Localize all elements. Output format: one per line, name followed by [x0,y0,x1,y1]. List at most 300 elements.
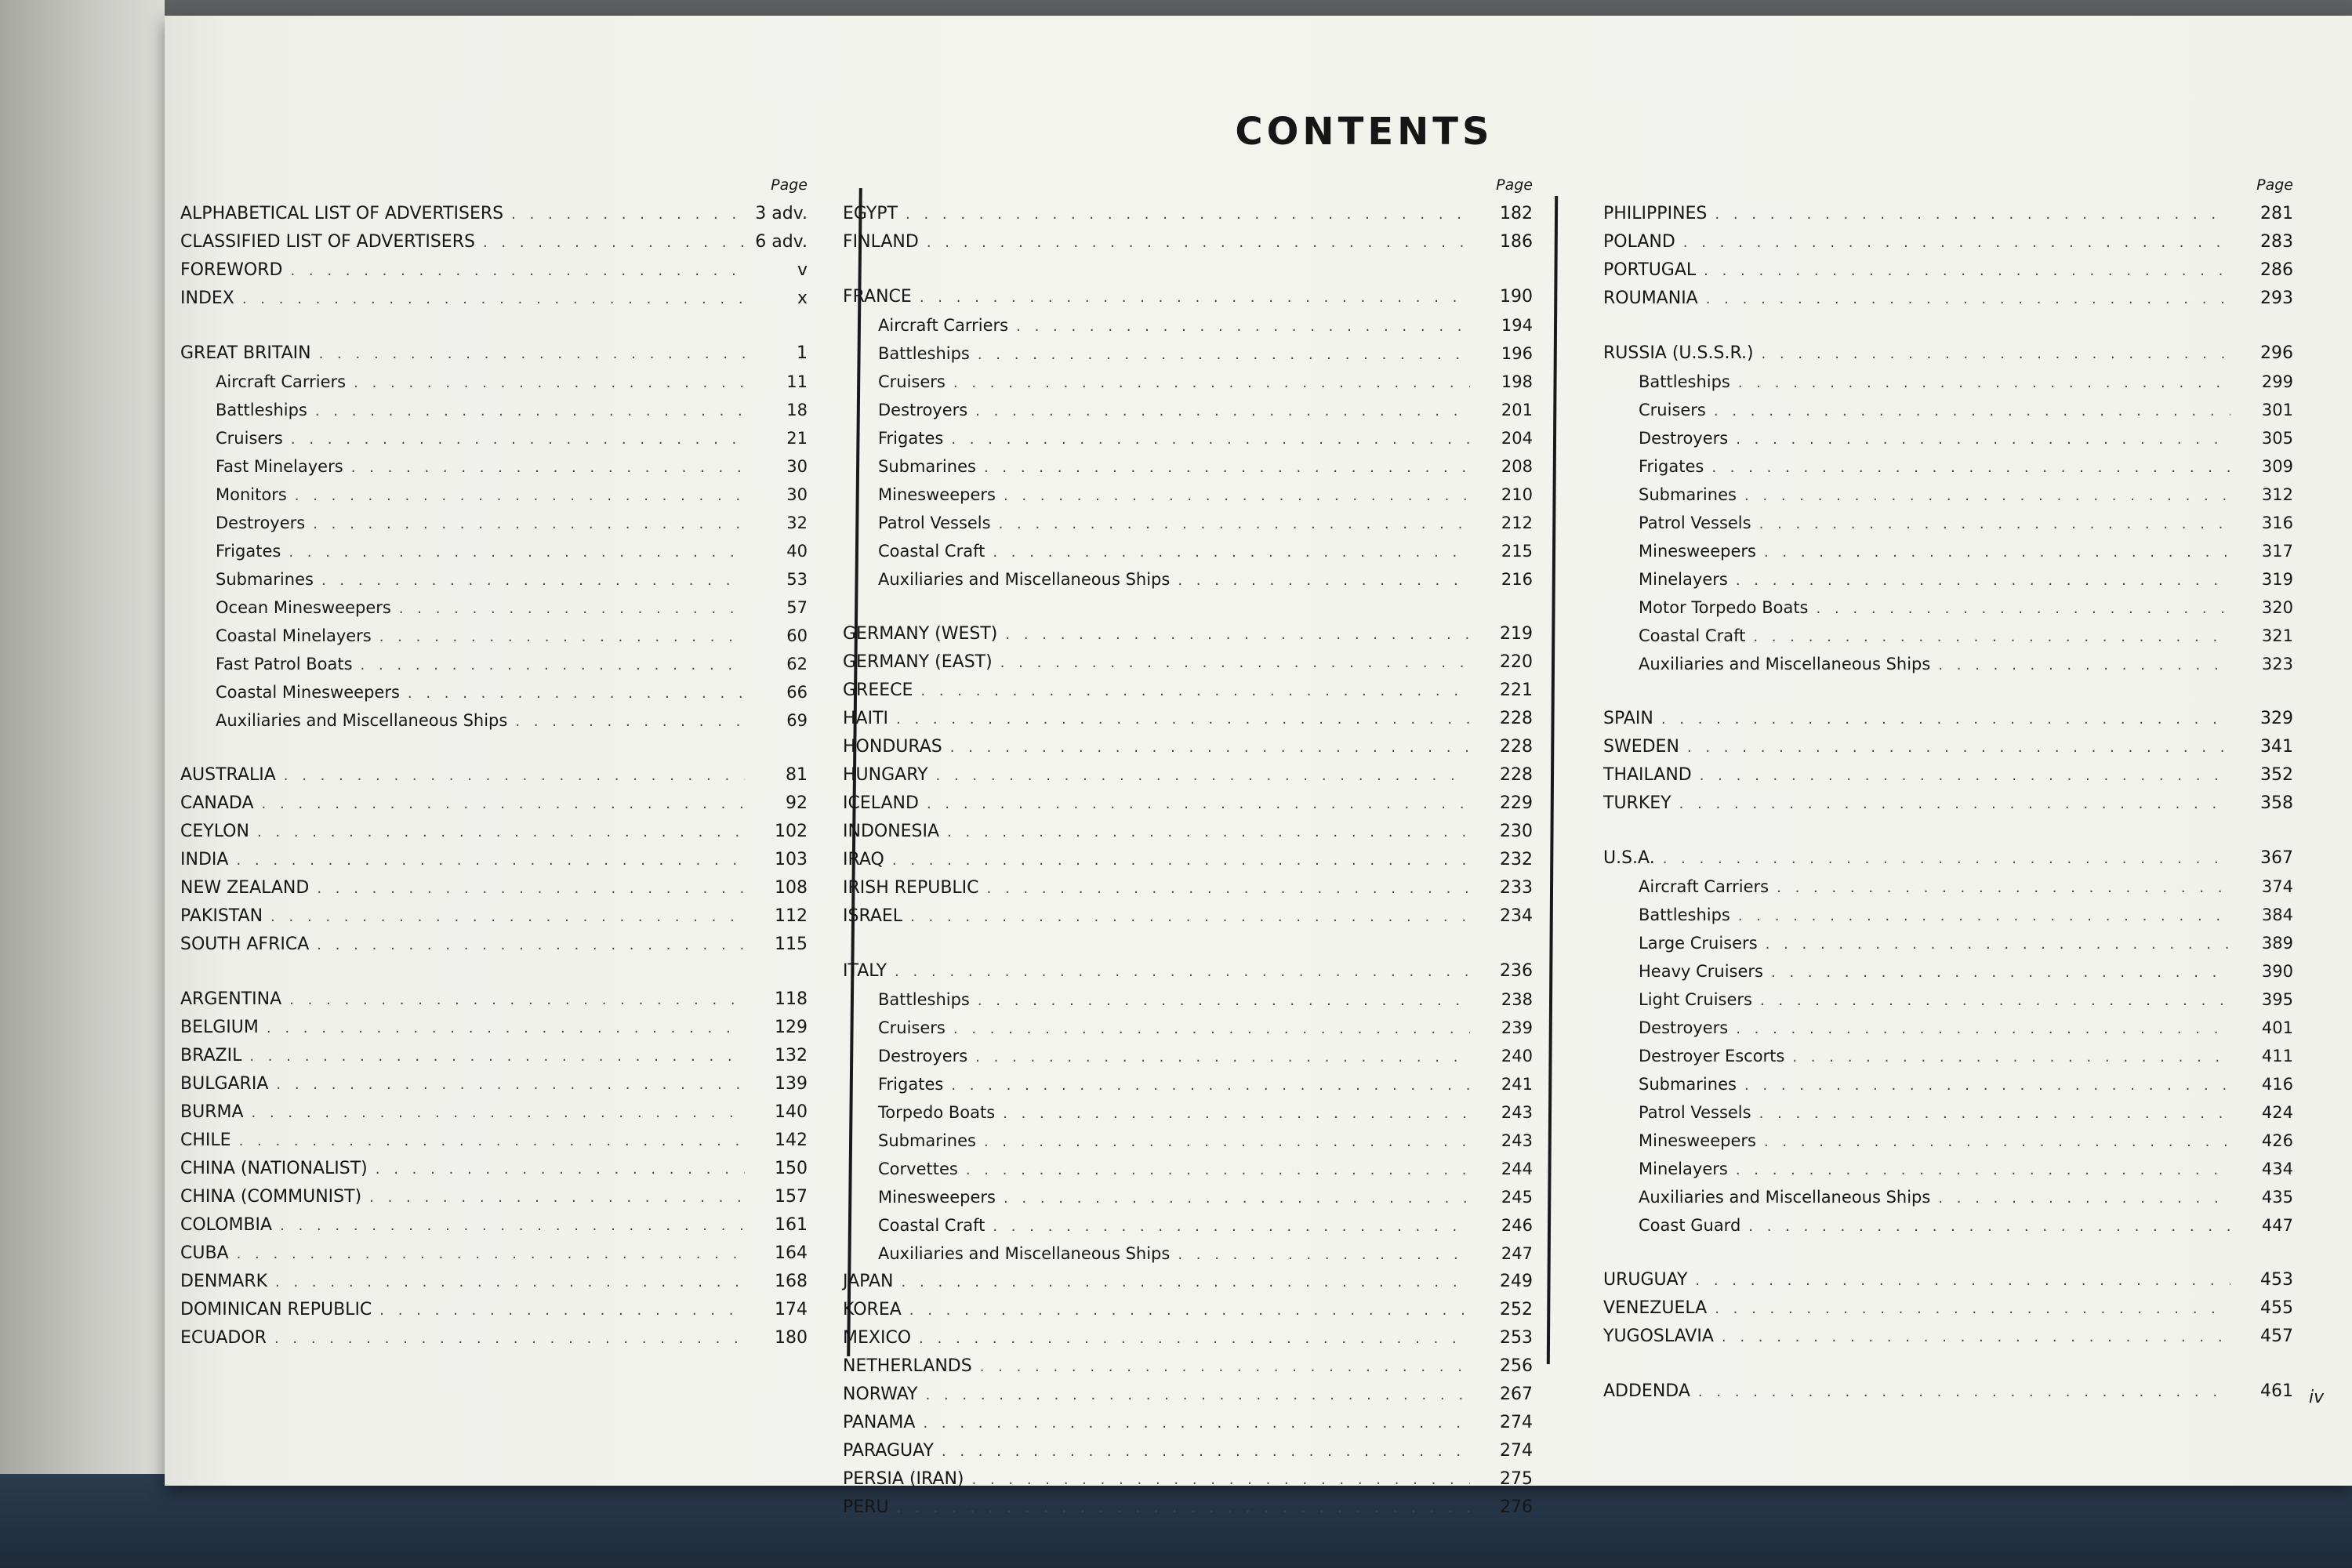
entry-label: PANAMA [843,1413,916,1432]
contents-entry [1603,200,2293,228]
contents-entry [180,1324,808,1352]
leader-dots [1687,734,2230,762]
contents-subentry [1603,929,2293,957]
contents-subentry [1603,650,2293,678]
entry-page-number: 66 [786,683,808,702]
entry-page-number: 230 [1500,822,1533,841]
leader-dots [999,510,1470,539]
leader-dots [289,986,745,1014]
contents-subentry [180,452,808,481]
entry-page-number: 455 [2260,1298,2293,1318]
entry-label: Corvettes [878,1160,958,1178]
entry-label: YUGOSLAVIA [1603,1327,1714,1346]
contents-entry [1603,705,2293,733]
contents-entry [180,256,808,285]
contents-subentry [843,985,1533,1014]
contents-subentry [180,537,808,565]
contents-subentry [180,678,808,706]
leader-dots [369,1184,745,1212]
entry-label: Motor Torpedo Boats [1639,598,1809,617]
leader-dots [942,1438,1470,1466]
entry-label: ARGENTINA [180,989,282,1009]
contents-entry [1603,733,2293,761]
entry-page-number: 210 [1501,485,1533,504]
entry-label: NETHERLANDS [843,1356,972,1376]
leader-dots [984,1128,1470,1156]
entry-page-number: 411 [2261,1047,2293,1065]
entry-page-number: 286 [2260,260,2293,280]
entry-page-number: 30 [786,457,808,476]
entry-label: CANADA [180,793,254,813]
leader-dots [1759,1100,2230,1128]
entry-label: PERSIA (IRAN) [843,1469,964,1489]
leader-dots [950,734,1470,762]
entry-label: IRISH REPUBLIC [843,878,979,898]
entry-label: Coastal Minelayers [216,626,372,645]
leader-dots [1661,706,2230,734]
contents-subentry [1603,873,2293,901]
entry-page-number: 62 [786,655,808,673]
contents-entry [1603,1323,2293,1351]
entry-label: Battleships [1639,906,1730,924]
contents-entry [180,789,808,818]
entry-label: KOREA [843,1300,902,1319]
entry-label: GERMANY (WEST) [843,624,998,644]
contents-subentry [1603,509,2293,537]
contents-subentry [1603,622,2293,650]
entry-page-number: 30 [786,485,808,504]
entry-page-number: 21 [786,429,808,448]
leader-dots [1178,567,1470,595]
entry-label: Frigates [878,1075,944,1094]
entry-label: MEXICO [843,1328,912,1348]
entry-page-number: 252 [1500,1300,1533,1319]
entry-label: FRANCE [843,287,912,307]
entry-label: Coastal Craft [878,542,985,561]
entry-page-number: 309 [2261,457,2293,476]
entry-page-number: 108 [775,878,808,898]
contents-subentry [843,1127,1533,1155]
leader-dots [1679,790,2230,818]
contents-entry [843,957,1533,985]
entry-label: CEYLON [180,822,249,841]
leader-dots [1714,397,2230,426]
leader-dots [980,1353,1470,1381]
leader-dots [290,257,745,285]
entry-page-number: 208 [1501,457,1533,476]
entry-page-number: 196 [1501,344,1533,363]
entry-page-number: 416 [2261,1075,2293,1094]
contents-column-3 [1603,176,2293,1401]
entry-label: ALPHABETICAL LIST OF ADVERTISERS [180,204,504,223]
contents-subentry [1603,1098,2293,1127]
contents-subentry [843,1155,1533,1183]
entry-page-number: 150 [775,1159,808,1178]
contents-entry [180,1211,808,1240]
entry-label: Submarines [1639,1075,1737,1094]
entry-page-number: 194 [1501,316,1533,335]
entry-page-number: 229 [1500,793,1533,813]
leader-dots [317,875,745,903]
entry-label: Auxiliaries and Miscellaneous Ships [878,1244,1171,1263]
entry-page-number: 401 [2261,1018,2293,1037]
entry-page-number: 60 [786,626,808,645]
entry-page-number: 112 [775,906,808,926]
leader-dots [984,454,1470,482]
contents-entry [180,1155,808,1183]
contents-subentry [1603,1155,2293,1183]
entry-label: Cruisers [878,372,946,391]
leader-dots [975,397,1470,426]
entry-page-number: 228 [1500,737,1533,757]
leader-dots [1771,959,2230,987]
contents-entry [1603,789,2293,818]
entry-label: Cruisers [878,1018,946,1037]
leader-dots [1764,539,2230,567]
entry-page-number: 212 [1501,514,1533,532]
contents-subentry [180,509,808,537]
entry-page-number: 32 [786,514,808,532]
leader-dots [927,229,1470,257]
entry-label: Patrol Vessels [1639,514,1751,532]
contents-entry [180,285,808,313]
contents-entry [180,200,808,228]
entry-page-number: 168 [775,1272,808,1291]
entry-page-number: 321 [2261,626,2293,645]
leader-dots [1748,1213,2230,1241]
leader-dots [1004,482,1470,510]
entry-page-number: 198 [1501,372,1533,391]
leader-dots [274,1325,745,1353]
entry-list [843,200,1533,1522]
leader-dots [399,595,745,623]
entry-label: COLOMBIA [180,1215,273,1235]
entry-page-number: 424 [2261,1103,2293,1122]
leader-dots [896,706,1470,734]
contents-subentry [1603,537,2293,565]
entry-page-number: 256 [1500,1356,1533,1376]
leader-dots [906,201,1470,229]
entry-page-number: 57 [786,598,808,617]
entry-page-number: 241 [1501,1075,1533,1094]
leader-dots [379,1297,745,1325]
contents-entry [843,677,1533,705]
leader-dots [947,818,1470,847]
entry-page-number: 319 [2261,570,2293,589]
entry-page-number: x [797,289,808,308]
entry-label: Destroyers [1639,1018,1729,1037]
contents-subentry [1603,481,2293,509]
contents-entry [1603,285,2293,313]
entry-label: RUSSIA (U.S.S.R.) [1603,343,1754,363]
entry-label: Battleships [1639,372,1730,391]
leader-dots [1736,567,2230,595]
entry-label: Cruisers [1639,401,1706,419]
contents-subentry [1603,424,2293,452]
entry-page-number: 296 [2260,343,2293,363]
leader-dots [262,790,745,818]
contents-subentry [1603,1042,2293,1070]
leader-dots [1704,257,2230,285]
leader-dots [1738,369,2230,397]
leader-dots [351,454,745,482]
entry-label: Destroyers [878,401,968,419]
entry-page-number: 329 [2260,709,2293,728]
contents-entry [843,1465,1533,1494]
entry-page-number: 293 [2260,289,2293,308]
leader-dots [1938,652,2230,680]
entry-page-number: 301 [2261,401,2293,419]
contents-entry [843,1324,1533,1352]
entry-page-number: 238 [1501,990,1533,1009]
entry-label: CLASSIFIED LIST OF ADVERTISERS [180,232,475,252]
contents-entry [180,761,808,789]
entry-page-number: 244 [1501,1160,1533,1178]
leader-dots [1005,621,1470,649]
contents-subentry [180,424,808,452]
entry-label: ITALY [843,961,887,981]
contents-entry [843,846,1533,874]
contents-entry [843,705,1533,733]
leader-dots [280,1212,745,1240]
contents-entry [180,846,808,874]
leader-dots [978,341,1470,369]
leader-dots [267,1014,745,1043]
leader-dots [1744,482,2230,510]
entry-page-number: 103 [775,850,808,869]
entry-label: U.S.A. [1603,848,1655,868]
leader-dots [1760,987,2230,1015]
leader-dots [289,539,745,567]
contents-entry [180,339,808,368]
entry-label: HUNGARY [843,765,928,785]
leader-dots [317,931,745,960]
contents-subentry [180,396,808,424]
entry-label: Minesweepers [1639,1131,1756,1150]
entry-label: BURMA [180,1102,244,1122]
entry-page-number: 384 [2261,906,2293,924]
entry-page-number: 395 [2261,990,2293,1009]
entry-page-number: 81 [786,765,808,785]
leader-dots [1178,1241,1470,1269]
contents-subentry [843,339,1533,368]
contents-subentry [843,1183,1533,1211]
leader-dots [276,1071,745,1099]
entry-page-number: 118 [775,989,808,1009]
leader-dots [919,1325,1470,1353]
leader-dots [408,680,745,708]
entry-page-number: 115 [775,935,808,954]
entry-label: Large Cruisers [1639,934,1758,953]
entry-label: DENMARK [180,1272,268,1291]
leader-dots [1706,285,2230,314]
leader-dots [1759,510,2230,539]
page-column-heading: Page [1496,176,1533,194]
entry-label: ROUMANIA [1603,289,1698,308]
entry-page-number: 274 [1500,1441,1533,1461]
contents-entry [843,1352,1533,1381]
leader-dots [953,1015,1470,1044]
entry-label: JAPAN [843,1272,894,1291]
page-title: CONTENTS [1235,110,1494,154]
entry-label: Fast Patrol Boats [216,655,353,673]
contents-entry [843,283,1533,311]
entry-label: Submarines [1639,485,1737,504]
leader-dots [249,1043,745,1071]
leader-dots [1711,454,2230,482]
entry-page-number: 239 [1501,1018,1533,1037]
leader-dots [1792,1044,2230,1072]
contents-entry [843,733,1533,761]
entry-page-number: 352 [2260,765,2293,785]
entry-page-number: 312 [2261,485,2293,504]
contents-entry [1603,761,2293,789]
entry-label: PHILIPPINES [1603,204,1708,223]
contents-subentry [1603,1014,2293,1042]
entry-label: PARAGUAY [843,1441,934,1461]
entry-page-number: 316 [2261,514,2293,532]
leader-dots [1736,1015,2230,1044]
leader-dots [892,847,1470,875]
entry-page-number: 164 [775,1243,808,1263]
leader-dots [1738,902,2230,931]
leader-dots [1736,426,2230,454]
entry-label: INDIA [180,850,229,869]
entry-label: PAKISTAN [180,906,263,926]
entry-label: INDONESIA [843,822,940,841]
leader-dots [927,790,1470,818]
leader-dots [910,903,1470,931]
entry-label: GREAT BRITAIN [180,343,311,363]
contents-subentry [1603,368,2293,396]
entry-page-number: 243 [1501,1131,1533,1150]
entry-page-number: 180 [775,1328,808,1348]
entry-page-number: 281 [2260,204,2293,223]
entry-list [1603,200,2293,1406]
entry-label: Ocean Minesweepers [216,598,391,617]
contents-subentry [1603,1183,2293,1211]
contents-subentry [1603,1070,2293,1098]
entry-page-number: 234 [1500,906,1533,926]
contents-subentry [180,622,808,650]
leader-dots [951,1072,1470,1100]
contents-subentry [180,706,808,735]
leader-dots [936,762,1470,790]
entry-page-number: 6 adv. [755,232,808,252]
leader-dots [1715,1295,2230,1323]
leader-dots [483,229,745,257]
entry-label: INDEX [180,289,234,308]
entry-label: Aircraft Carriers [878,316,1009,335]
entry-page-number: 69 [786,711,808,730]
contents-entry [180,902,808,931]
contents-subentry [1603,1211,2293,1240]
entry-page-number: 367 [2260,848,2293,868]
leader-dots [895,958,1470,986]
leader-dots [926,1381,1471,1410]
contents-subentry [843,311,1533,339]
contents-entry [1603,1377,2293,1406]
entry-label: Submarines [216,570,314,589]
entry-label: Minesweepers [878,485,996,504]
contents-entry [843,1437,1533,1465]
leader-dots [313,510,745,539]
leader-dots [275,1269,745,1297]
entry-label: Coast Guard [1639,1216,1741,1235]
entry-page-number: 453 [2260,1270,2293,1290]
leader-dots [953,369,1470,397]
entry-page-number: 1 [797,343,808,363]
leader-dots [252,1099,745,1127]
entry-label: AUSTRALIA [180,765,276,785]
leader-dots [1000,649,1470,677]
contents-entry [843,1381,1533,1409]
contents-entry [180,985,808,1014]
contents-subentry [180,481,808,509]
entry-label: Minelayers [1639,570,1728,589]
leader-dots [257,818,745,847]
entry-label: PORTUGAL [1603,260,1697,280]
leader-dots [1762,340,2230,368]
entry-page-number: 220 [1500,652,1533,672]
entry-page-number: 253 [1500,1328,1533,1348]
contents-entry [1603,1266,2293,1294]
leader-dots [239,1127,745,1156]
contents-entry [843,620,1533,648]
entry-label: POLAND [1603,232,1675,252]
contents-subentry [1603,396,2293,424]
entry-label: FOREWORD [180,260,283,280]
page-column-heading: Page [771,176,808,194]
contents-subentry [1603,452,2293,481]
contents-subentry [843,424,1533,452]
entry-label: CHINA (COMMUNIST) [180,1187,362,1207]
contents-subentry [843,1042,1533,1070]
entry-page-number: 305 [2261,429,2293,448]
entry-label: Battleships [878,990,970,1009]
contents-entry [180,1127,808,1155]
entry-page-number: 129 [775,1018,808,1037]
entry-page-number: 40 [786,542,808,561]
leader-dots [920,677,1470,706]
entry-list [180,200,808,1352]
contents-entry [843,818,1533,846]
entry-label: Destroyer Escorts [1639,1047,1785,1065]
facing-page [0,0,165,1474]
contents-subentry [843,452,1533,481]
entry-label: THAILAND [1603,765,1692,785]
entry-page-number: 243 [1501,1103,1533,1122]
leader-dots [987,875,1470,903]
leader-dots [315,397,745,426]
entry-page-number: 426 [2261,1131,2293,1150]
entry-label: Destroyers [216,514,306,532]
entry-label: SPAIN [1603,709,1653,728]
entry-page-number: 215 [1501,542,1533,561]
entry-page-number: 389 [2261,934,2293,953]
leader-dots [1722,1323,2230,1352]
contents-entry [843,1409,1533,1437]
leader-dots [515,708,745,736]
leader-dots [291,426,745,454]
entry-label: CUBA [180,1243,229,1263]
entry-label: BELGIUM [180,1018,259,1037]
contents-entry [843,874,1533,902]
leader-dots [897,1494,1470,1523]
entry-label: Minesweepers [878,1188,996,1207]
entry-page-number: 204 [1501,429,1533,448]
entry-page-number: 274 [1500,1413,1533,1432]
